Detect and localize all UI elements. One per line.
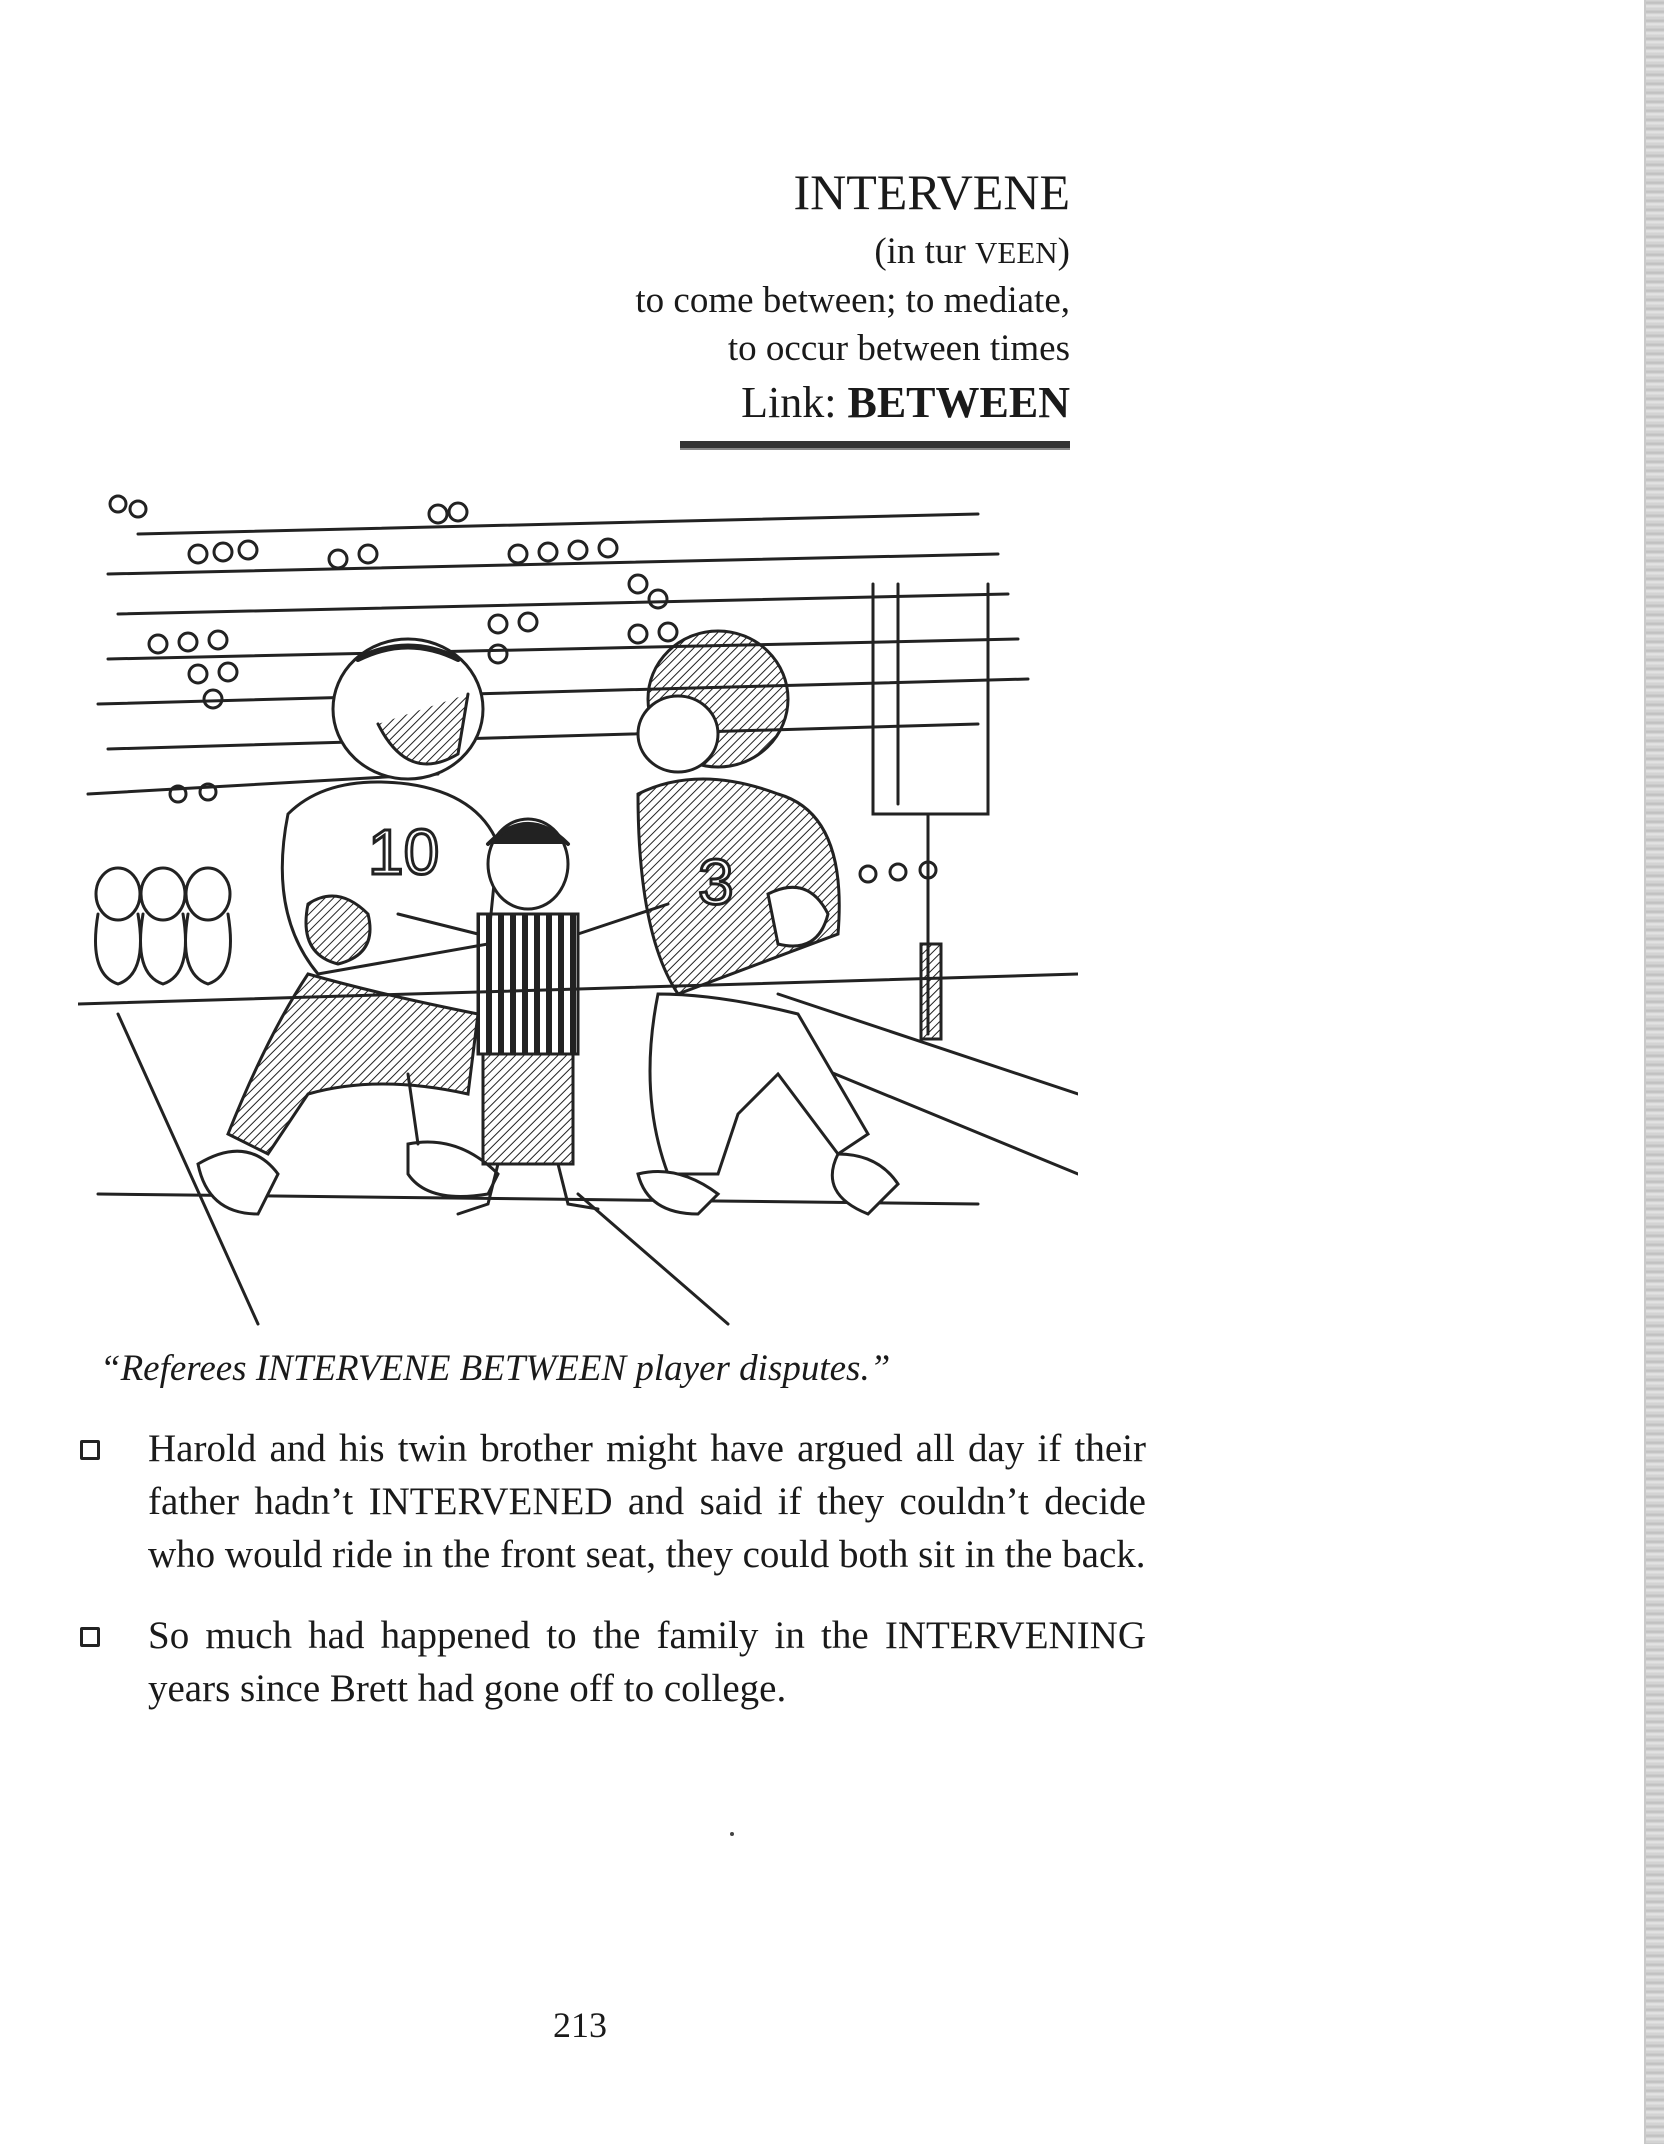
page-number: 213 xyxy=(553,2005,607,2045)
link-label: Link: xyxy=(741,378,848,427)
example-text: Harold and his twin brother might have argued all day if their father hadn’t INTERVENED and said if they couldn’t decide who would ride in the front seat, they could both sit in the back. xyxy=(148,1427,1146,1576)
stray-dot xyxy=(730,1832,734,1836)
cartoon-illustration xyxy=(78,474,1078,1334)
list-item xyxy=(80,1422,1146,1581)
link-word: BETWEEN xyxy=(847,378,1070,427)
link-underline xyxy=(680,441,1070,448)
example-text: So much had happened to the family in the INTERVENING years since Brett had gone off to college. xyxy=(148,1614,1146,1710)
definition-line-2: to occur between times xyxy=(727,328,1070,369)
checkbox-bullet-icon xyxy=(80,1627,100,1647)
page-edge-shadow xyxy=(1646,0,1664,2144)
checkbox-bullet-icon xyxy=(80,1440,100,1460)
definition-line-1: to come between; to mediate, xyxy=(635,280,1070,321)
link-line xyxy=(741,375,1070,433)
pronunciation-stress: VEEN xyxy=(975,235,1058,270)
link-underline-shadow xyxy=(680,448,1070,450)
list-item xyxy=(80,1609,1146,1715)
headword: INTERVENE xyxy=(793,164,1070,220)
pronunciation: (in tur VEEN) xyxy=(874,231,1070,272)
example-list xyxy=(80,1422,1146,1743)
player-number-left: 10 xyxy=(368,816,440,888)
entry-header xyxy=(370,162,1070,433)
caption: “Referees INTERVENE BETWEEN player disputes.” xyxy=(100,1348,891,1389)
player-number-right: 3 xyxy=(698,846,734,918)
